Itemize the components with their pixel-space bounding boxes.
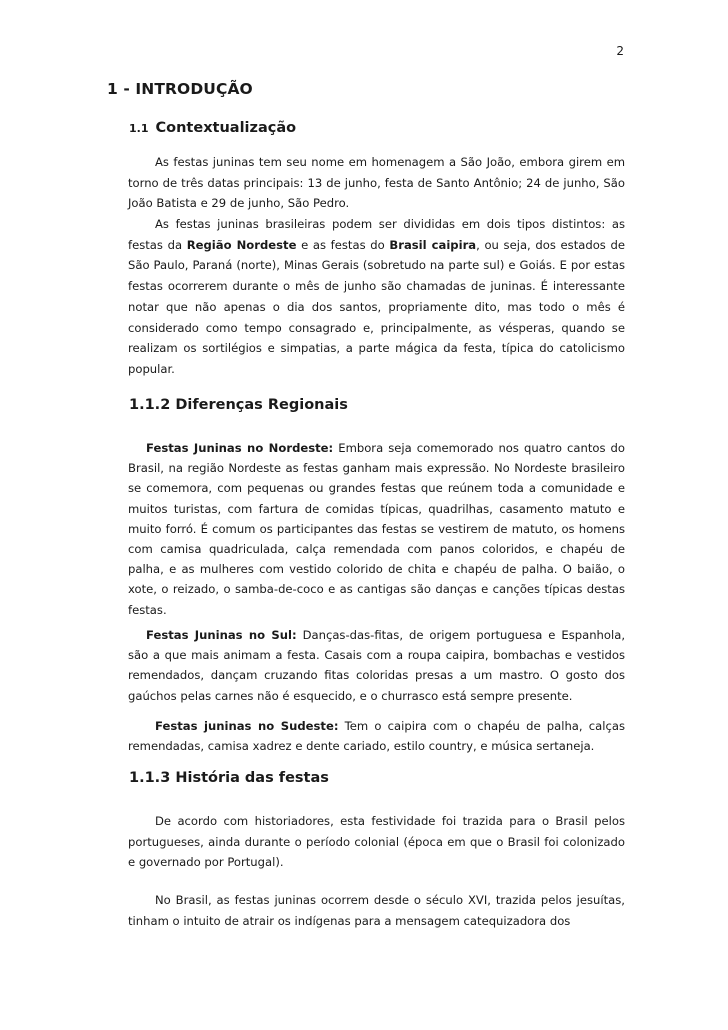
paragraph-historia-2 [128,890,625,931]
paragraph-nordeste-text: Embora seja comemorado nos quatro cantos do Brasil, na região Nordeste as festas ganham mais expressão. No Nordeste brasileiro se comemora, com pequenas ou grandes festas que reúnem toda a comunidade e muitos turistas, com fartura de comidas típicas, quadrilhas, casamento matuto e muito forró. É comum os participantes das festas se vestirem de matuto, os homens com camisa quadriculada, calça remendada com panos coloridos, e chapéu de palha, e as mulheres com vestido colorido de chita e chapéu de palha. O baião, o xote, o reizado, o samba-de-coco e as cantigas são danças e canções típicas destas festas. [128,441,626,617]
label-nordeste: Festas Juninas no Nordeste: [146,441,334,455]
paragraph-historia-1 [128,811,625,873]
page-number: 2 [616,44,624,58]
label-sudeste: Festas juninas no Sudeste: [155,719,339,733]
bold-brasil-caipira: Brasil caipira [389,237,477,252]
paragraph-types-text-c: e as festas do [296,237,390,252]
paragraph-sudeste-text: Tem o caipira com o chapéu de palha, calças remendadas, camisa xadrez e dente cariado, estilo country, e música sertaneja. [128,719,625,754]
section-title: 1.1.3 História das festas [129,770,329,786]
bold-regiao-nordeste: Região Nordeste [186,237,297,252]
paragraph-nordeste [128,438,625,620]
section-title: 1.1.2 Diferenças Regionais [129,397,348,413]
paragraph-sul-text: Danças-das-fitas, de origem portuguesa e Espanhola, são a que mais animam a festa. Casais com a roupa caipira, bombachas e vestidos remendados, dançam cruzando fitas coloridas presas a um mastro. O gosto dos gaúchos pelas carnes não é esquecido, e o churrasco está sempre presente. [128,628,626,703]
section-heading-historia [129,770,329,786]
section-heading-contextualizacao [129,120,296,136]
chapter-title: 1 - INTRODUÇÃO [107,80,253,98]
paragraph-types-text-d: , ou seja, dos estados de São Paulo, Paraná (norte), Minas Gerais (sobretudo na parte sul) e Goiás. E por estas festas ocorrerem durante o mês de junho são chamadas de juninas. É interessante notar que não apenas o dia dos santos, propriamente dito, mas todo o mês é considerado como tempo consagrado e, principalmente, as vésperas, quando se realizam os sortilégios e simpatias, a parte mágica da festa, típica do catolicismo popular. [128,237,625,376]
section-number: 1.1 [129,122,149,135]
label-sul: Festas Juninas no Sul: [146,628,297,642]
paragraph-types-text-a: As festas juninas brasileiras podem ser divididas em dois tipos distintos: as festas da [128,217,625,252]
section-heading-diferencas [129,397,348,413]
paragraph-historia-2-text: No Brasil, as festas juninas ocorrem desde o século XVI, trazida pelos jesuítas, tinham o intuito de atrair os indígenas para a mensagem catequizadora dos [128,893,625,928]
paragraph-sudeste [128,716,625,756]
paragraph-intro-text: As festas juninas tem seu nome em homenagem a São João, embora girem em torno de três datas principais: 13 de junho, festa de Santo Antônio; 24 de junho, São João Batista e 29 de junho, São Pedro. [128,155,625,211]
section-title: Contextualização [155,120,297,136]
paragraph-historia-1-text: De acordo com historiadores, esta festividade foi trazida para o Brasil pelos portugueses, ainda durante o período colonial (época em que o Brasil foi colonizado e governado por Portugal). [128,814,625,870]
paragraph-intro [128,152,625,214]
paragraph-sul [128,625,625,706]
paragraph-types [128,214,625,380]
